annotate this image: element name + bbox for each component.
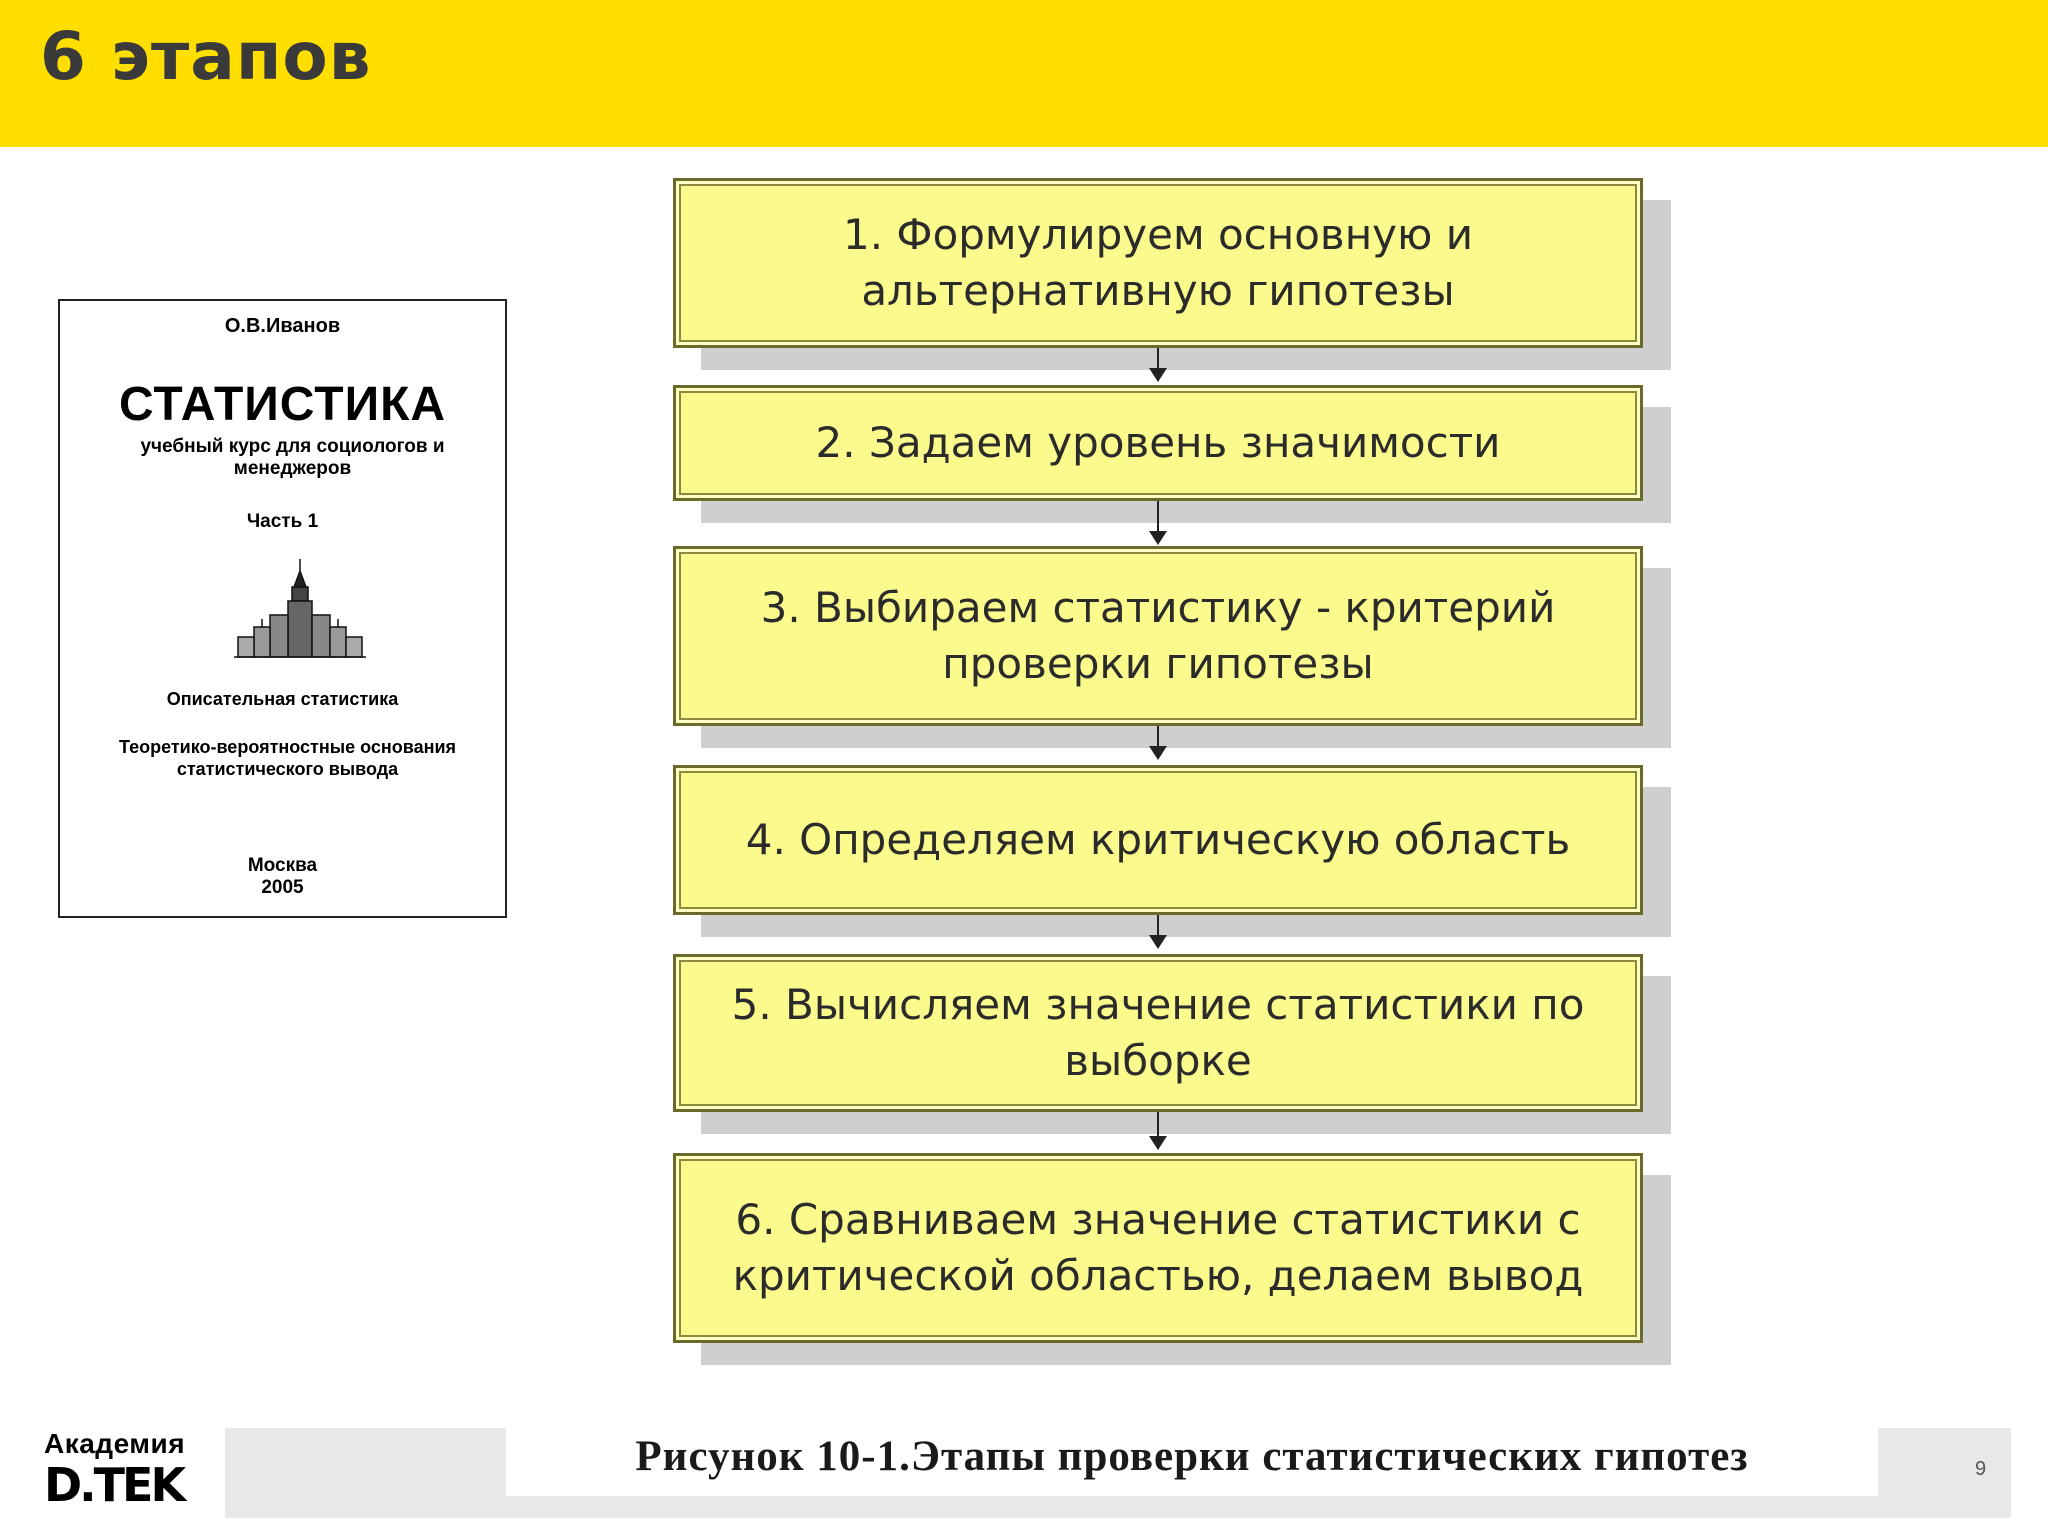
step-5-line2: выборке — [1064, 1036, 1252, 1085]
book-title: СТАТИСТИКА — [118, 378, 447, 431]
step-6-line1: 6. Сравниваем значение статистики с — [735, 1195, 1581, 1244]
logo-bottom-text: D.TEK — [44, 1458, 184, 1512]
book-author: О.В.Иванов — [224, 315, 341, 337]
step-1-line2: альтернативную гипотезы — [861, 266, 1455, 315]
book-section-1: Описательная статистика — [166, 689, 399, 709]
step-4-line1: 4. Определяем критическую область — [745, 815, 1571, 864]
page-number: 9 — [1975, 1458, 1987, 1480]
dtek-academy-logo — [44, 1428, 224, 1512]
step-4-box — [673, 765, 1643, 915]
step-1-box — [673, 178, 1643, 348]
step-1-line1: 1. Формулируем основную и — [842, 210, 1474, 259]
figure-caption: Рисунок 10-1.Этапы проверки статистических гипотез — [635, 1433, 1749, 1480]
book-part: Часть 1 — [246, 511, 319, 532]
step-6-line2: критической областью, делаем вывод — [732, 1251, 1584, 1300]
book-subtitle: учебный курс для социологов и менеджеров — [140, 436, 445, 479]
step-2-box — [673, 385, 1643, 501]
logo-top-text: Академия — [44, 1428, 186, 1459]
page-title: 6 этапов — [40, 18, 372, 95]
book-section-2: Теоретико-вероятностные основания статистического вывода — [118, 737, 457, 779]
step-3-box — [673, 546, 1643, 726]
book-imprint — [60, 855, 505, 899]
step-5-line1: 5. Вычисляем значение статистики по — [731, 980, 1585, 1029]
caption-box — [506, 1420, 1878, 1496]
header-band — [0, 0, 2048, 147]
step-3-line2: проверки гипотезы — [942, 639, 1374, 688]
book-year: 2005 — [261, 877, 304, 898]
step-3-line1: 3. Выбираем статистику - критерий — [760, 583, 1556, 632]
step-6-box — [673, 1153, 1643, 1343]
step-2-line1: 2. Задаем уровень значимости — [815, 418, 1501, 467]
step-5-box — [673, 954, 1643, 1112]
book-city: Москва — [247, 855, 318, 876]
university-building-icon — [230, 557, 370, 667]
book-cover — [58, 299, 507, 918]
